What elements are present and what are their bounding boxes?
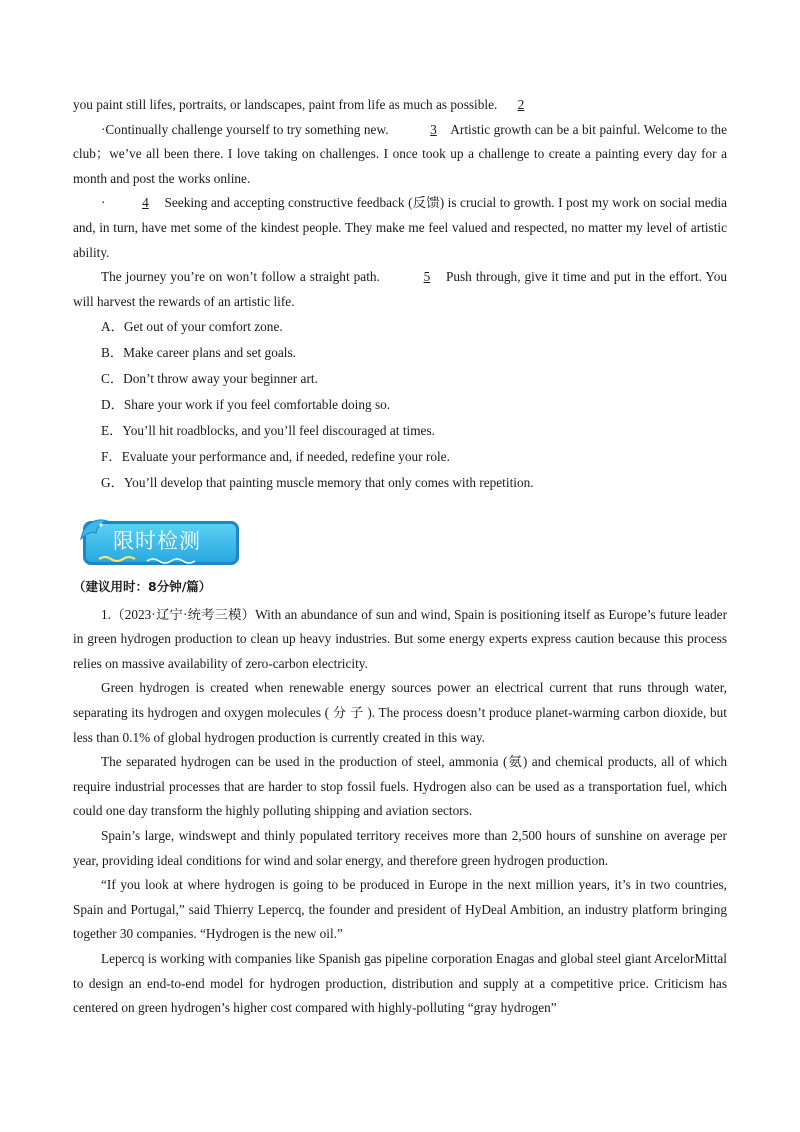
option-g[interactable]: G．You’ll develop that painting muscle memory that only comes with repetition. xyxy=(101,474,534,490)
passage-paragraph: ·Continually challenge yourself to try something new. 3 Artistic growth can be a bit painful. Welcome to the club；we’ve all been there. I love taking on challenges. I once took up a challenge to create a painting every day for a month and post the works online. xyxy=(73,118,727,192)
passage-paragraph: you paint still lifes, portraits, or landscapes, paint from life as much as possible. 2 xyxy=(73,93,727,118)
section-banner xyxy=(77,509,727,573)
document-page xyxy=(73,93,727,1021)
options-list xyxy=(73,314,727,495)
option-e[interactable]: E．You’ll hit roadblocks, and you’ll feel discouraged at times. xyxy=(101,422,435,438)
time-hint: （建议用时：8分钟/篇） xyxy=(73,578,212,594)
article-paragraph: Lepercq is working with companies like Spanish gas pipeline corporation Enagas and global steel giant ArcelorMittal to design an end-to-end model for hydrogen production, distribution and supply at a competitive price. Criticism has centered on green hydrogen’s higher cost compared with highly-polluting “gray hydrogen” xyxy=(73,951,727,1016)
option-b[interactable]: B．Make career plans and set goals. xyxy=(101,345,296,361)
article-paragraph: “If you look at where hydrogen is going to be produced in Europe in the next million years, it’s in two countries, Spain and Portugal,” said Thierry Lepercq, the founder and president of HyDeal Ambition, an industry platform bringing together 30 companies. “Hydrogen is the new oil.” xyxy=(73,877,727,942)
passage-paragraph: The journey you’re on won’t follow a straight path. 5 Push through, give it time and put in the effort. You will harvest the rewards of an artistic life. xyxy=(73,265,727,314)
article-paragraph: Green hydrogen is created when renewable energy sources power an electrical current that runs through water, separating its hydrogen and oxygen molecules ( 分 子 ). The process doesn’t produce planet-warming carbon dioxide, but less than 0.1% of global hydrogen production is currently created in this way. xyxy=(73,680,727,745)
answer-blank-2[interactable]: 2 xyxy=(517,97,525,112)
answer-blank-4[interactable]: 4 xyxy=(142,195,149,211)
option-f[interactable]: F．Evaluate your performance and, if needed, redefine your role. xyxy=(101,448,450,464)
article-paragraph: 1.（2023·辽宁·统考三模）With an abundance of sun and wind, Spain is positioning itself as Europe’s future leader in green hydrogen production to clean up heavy industries. But some energy experts express caution because this process relies on massive availability of zero-carbon electricity. xyxy=(73,606,727,671)
answer-blank-3[interactable]: 3 xyxy=(430,121,437,137)
option-c[interactable]: C．Don’t throw away your beginner art. xyxy=(101,371,318,387)
option-a[interactable]: A．Get out of your comfort zone. xyxy=(101,319,283,335)
article-paragraph: Spain’s large, windswept and thinly populated territory receives more than 2,500 hours of sunshine on average per year, providing ideal conditions for wind and solar energy, and therefore green hydrogen production. xyxy=(73,828,727,868)
article-paragraph: The separated hydrogen can be used in the production of steel, ammonia (氨) and chemical products, all of which require industrial processes that are harder to stop fossil fuels. Hydrogen also can be used as a transportation fuel, which could one day transform the highly polluting shipping and aviation sectors. xyxy=(73,754,727,819)
section-title: 限时检测 xyxy=(113,528,201,553)
answer-blank-5[interactable]: 5 xyxy=(423,269,431,285)
passage-paragraph: · 4 Seeking and accepting constructive feedback (反馈) is crucial to growth. I post my work on social media and, in turn, have met some of the kindest people. They make me feel valued and respected, no matter my level of artistic ability. xyxy=(73,191,727,265)
option-d[interactable]: D．Share your work if you feel comfortable doing so. xyxy=(101,397,391,413)
